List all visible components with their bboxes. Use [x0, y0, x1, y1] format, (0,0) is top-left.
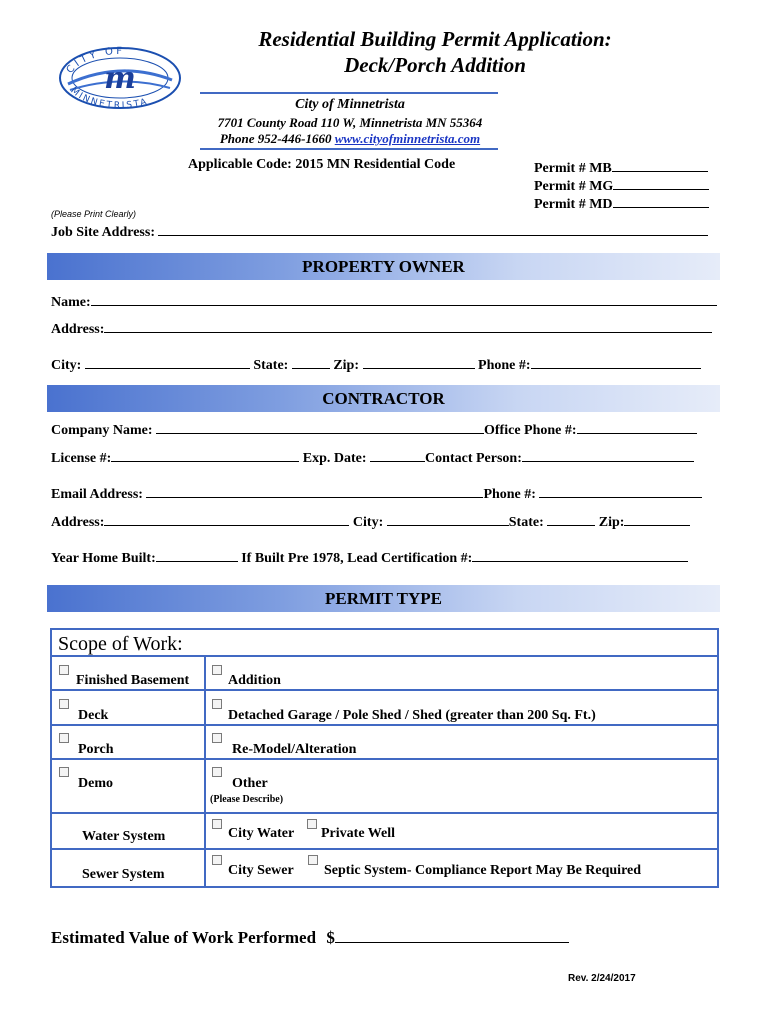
city-logo — [50, 40, 190, 110]
lead-cert-field[interactable] — [472, 547, 688, 562]
city-water-checkbox[interactable] — [212, 819, 222, 829]
permit-mg-field[interactable] — [613, 175, 709, 190]
addition-label: Addition — [228, 673, 281, 688]
scope-of-work-table — [50, 628, 719, 888]
detached-garage-label: Detached Garage / Pole Shed / Shed (greater than 200 Sq. Ft.) — [228, 708, 596, 723]
contractor-phone-field[interactable] — [539, 483, 702, 498]
city-sewer-checkbox[interactable] — [212, 855, 222, 865]
company-name-field[interactable] — [156, 419, 484, 434]
estimated-value-label: Estimated Value of Work Performed — [51, 928, 317, 947]
svg-text:MINNETRISTA: MINNETRISTA — [68, 85, 150, 110]
owner-name-row: Name: — [51, 291, 717, 311]
table-divider — [52, 848, 717, 850]
revision-date: Rev. 2/24/2017 — [568, 973, 636, 984]
contractor-address-field[interactable] — [104, 511, 349, 526]
city-address: 7701 County Road 110 W, Minnetrista MN 55364 — [217, 115, 483, 130]
city-seal-icon — [50, 40, 190, 110]
contractor-email-row: Email Address: Phone #: — [51, 483, 702, 503]
finished-basement-checkbox[interactable] — [59, 665, 69, 675]
private-well-checkbox[interactable] — [307, 819, 317, 829]
septic-system-checkbox[interactable] — [308, 855, 318, 865]
table-divider — [52, 724, 717, 726]
contractor-address-row: Address: City: State: Zip: — [51, 511, 690, 531]
table-divider-vertical — [204, 656, 206, 886]
email-field[interactable] — [146, 483, 483, 498]
permit-mb: Permit # MB — [534, 157, 708, 177]
estimated-value-row — [51, 925, 569, 948]
form-title-line2: Deck/Porch Addition — [344, 53, 526, 77]
svg-text:m: m — [104, 61, 136, 96]
print-clearly-note: (Please Print Clearly) — [51, 209, 137, 219]
finished-basement-label: Finished Basement — [76, 673, 190, 688]
applicable-code: Applicable Code: 2015 MN Residential Code — [188, 157, 456, 172]
demo-checkbox[interactable] — [59, 767, 69, 777]
svg-text:CITY OF: CITY OF — [64, 45, 126, 76]
contact-person-field[interactable] — [522, 447, 694, 462]
city-phone: Phone 952-446-1660 — [219, 131, 332, 146]
job-site-address-field[interactable] — [158, 221, 708, 236]
water-system-label: Water System — [82, 829, 166, 844]
owner-city-field[interactable] — [85, 354, 250, 369]
currency-symbol: $ — [326, 928, 335, 947]
office-phone-field[interactable] — [577, 419, 697, 434]
sewer-system-label: Sewer System — [82, 867, 165, 882]
owner-city-row: City: State: Zip: Phone #: — [51, 354, 701, 374]
owner-zip-field[interactable] — [363, 354, 475, 369]
porch-label: Porch — [78, 742, 114, 757]
table-divider — [52, 689, 717, 691]
other-checkbox[interactable] — [212, 767, 222, 777]
owner-state-field[interactable] — [292, 354, 330, 369]
exp-date-field[interactable] — [370, 447, 425, 462]
owner-phone-field[interactable] — [531, 354, 701, 369]
permit-mg: Permit # MG — [534, 175, 709, 195]
contractor-city-field[interactable] — [387, 511, 509, 526]
porch-checkbox[interactable] — [59, 733, 69, 743]
year-built-row: Year Home Built: If Built Pre 1978, Lead Certification #: — [51, 547, 688, 567]
city-website-link[interactable]: www.cityofminnetrista.com — [334, 131, 481, 146]
form-title-line1: Residential Building Permit Application: — [258, 27, 612, 51]
private-well-label: Private Well — [321, 826, 395, 841]
city-water-label: City Water — [228, 826, 295, 841]
contractor-state-field[interactable] — [547, 511, 595, 526]
detached-garage-checkbox[interactable] — [212, 699, 222, 709]
city-contact — [200, 131, 500, 147]
estimated-value-field[interactable] — [335, 925, 569, 943]
contractor-license-row: License #: Exp. Date: Contact Person: — [51, 447, 694, 467]
city-sewer-label: City Sewer — [228, 863, 294, 878]
owner-address-row: Address: — [51, 318, 712, 338]
other-describe-note: (Please Describe) — [210, 794, 284, 805]
table-divider — [52, 758, 717, 760]
deck-label: Deck — [78, 708, 109, 723]
header-rule — [200, 92, 498, 94]
permit-mb-field[interactable] — [612, 157, 708, 172]
permit-type-banner: PERMIT TYPE — [47, 585, 720, 612]
contractor-banner: CONTRACTOR — [47, 385, 720, 412]
contractor-zip-field[interactable] — [624, 511, 690, 526]
year-built-field[interactable] — [156, 547, 238, 562]
contractor-company-row: Company Name: Office Phone #: — [51, 419, 697, 439]
city-name: City of Minnetrista — [295, 97, 405, 112]
table-divider — [52, 655, 717, 657]
license-field[interactable] — [111, 447, 299, 462]
demo-label: Demo — [78, 776, 113, 791]
addition-checkbox[interactable] — [212, 665, 222, 675]
permit-md-field[interactable] — [613, 193, 709, 208]
remodel-checkbox[interactable] — [212, 733, 222, 743]
header-rule-bottom — [200, 148, 498, 150]
job-site-row: Job Site Address: — [51, 221, 708, 241]
deck-checkbox[interactable] — [59, 699, 69, 709]
owner-address-field[interactable] — [104, 318, 712, 333]
property-owner-banner: PROPERTY OWNER — [47, 253, 720, 280]
permit-md: Permit # MD — [534, 193, 709, 213]
other-label: Other — [232, 776, 268, 791]
scope-of-work-title: Scope of Work: — [58, 633, 183, 655]
remodel-label: Re-Model/Alteration — [232, 742, 357, 757]
owner-name-field[interactable] — [91, 291, 717, 306]
septic-system-label: Septic System- Compliance Report May Be Required — [324, 863, 642, 878]
table-divider — [52, 812, 717, 814]
